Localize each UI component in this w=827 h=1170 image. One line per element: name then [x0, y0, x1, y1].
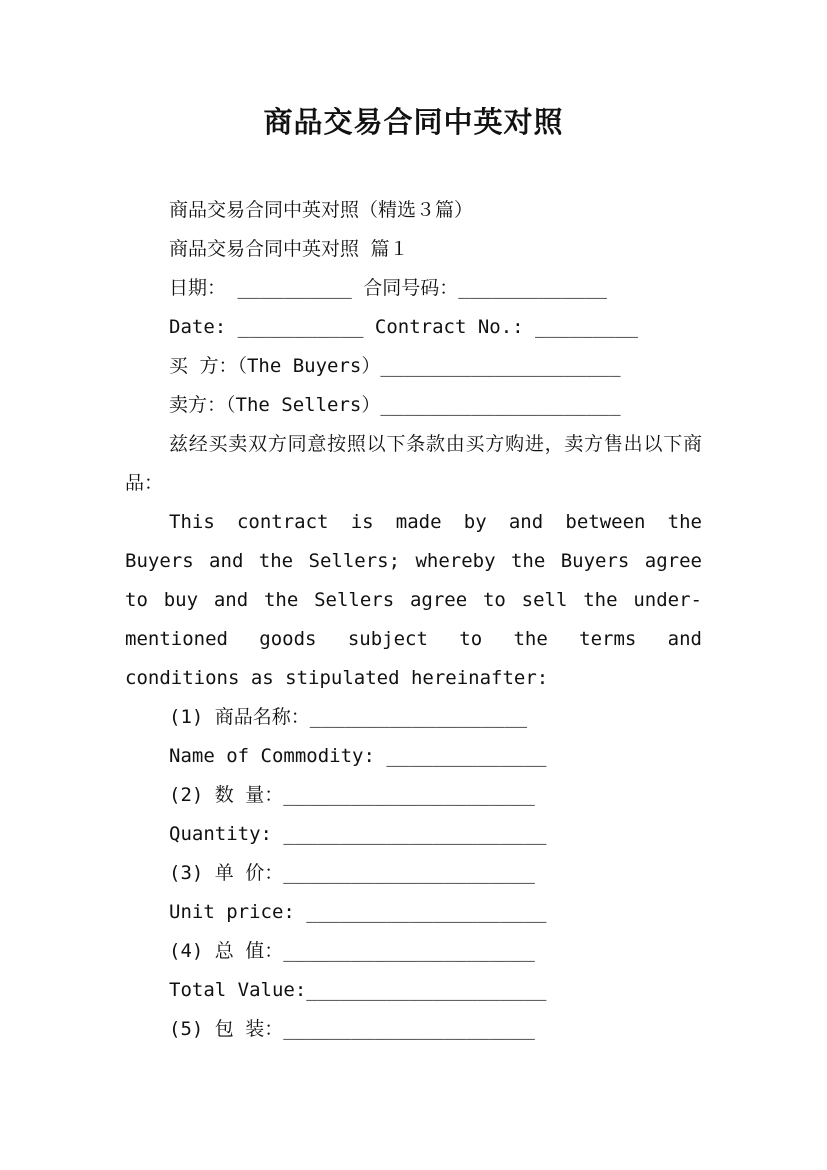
unit-price-zh: (3) 单 价：______________________ [169, 862, 535, 884]
total-value-zh: (4) 总 值：______________________ [169, 940, 535, 962]
quantity-en: Quantity: _______________________ [169, 823, 547, 845]
buyers-line: 买 方：（The Buyers）_____________________ [169, 355, 621, 377]
date-contract-no-zh: 日期： __________ 合同号码：_____________ [169, 277, 607, 299]
commodity-name-zh: (1) 商品名称：___________________ [169, 706, 528, 728]
packing-zh: (5) 包 装：______________________ [169, 1018, 535, 1040]
agreement-paragraph-en: This contract is made by and between the Buyers and the Sellers; whereby the Buyers agree to buy and the Sellers agree to sell the under-mentioned goods subject to the terms and conditions as stipulated hereinafter: [125, 511, 702, 689]
quantity-zh: (2) 数 量：______________________ [169, 784, 535, 806]
date-contract-no-en: Date: ___________ Contract No.: _________ [169, 316, 638, 338]
commodity-name-en: Name of Commodity: ______________ [169, 745, 547, 767]
section-heading: 商品交易合同中英对照 篇１ [169, 238, 409, 260]
document-body [125, 191, 702, 1049]
subtitle-line: 商品交易合同中英对照（精选３篇） [169, 199, 474, 221]
total-value-en: Total Value:_____________________ [169, 979, 547, 1001]
unit-price-en: Unit price: _____________________ [169, 901, 547, 923]
agreement-paragraph-zh: 兹经买卖双方同意按照以下条款由买方购进，卖方售出以下商品： [125, 433, 702, 494]
document-title: 商品交易合同中英对照 [263, 105, 564, 139]
sellers-line: 卖方：（The Sellers）_____________________ [169, 394, 621, 416]
